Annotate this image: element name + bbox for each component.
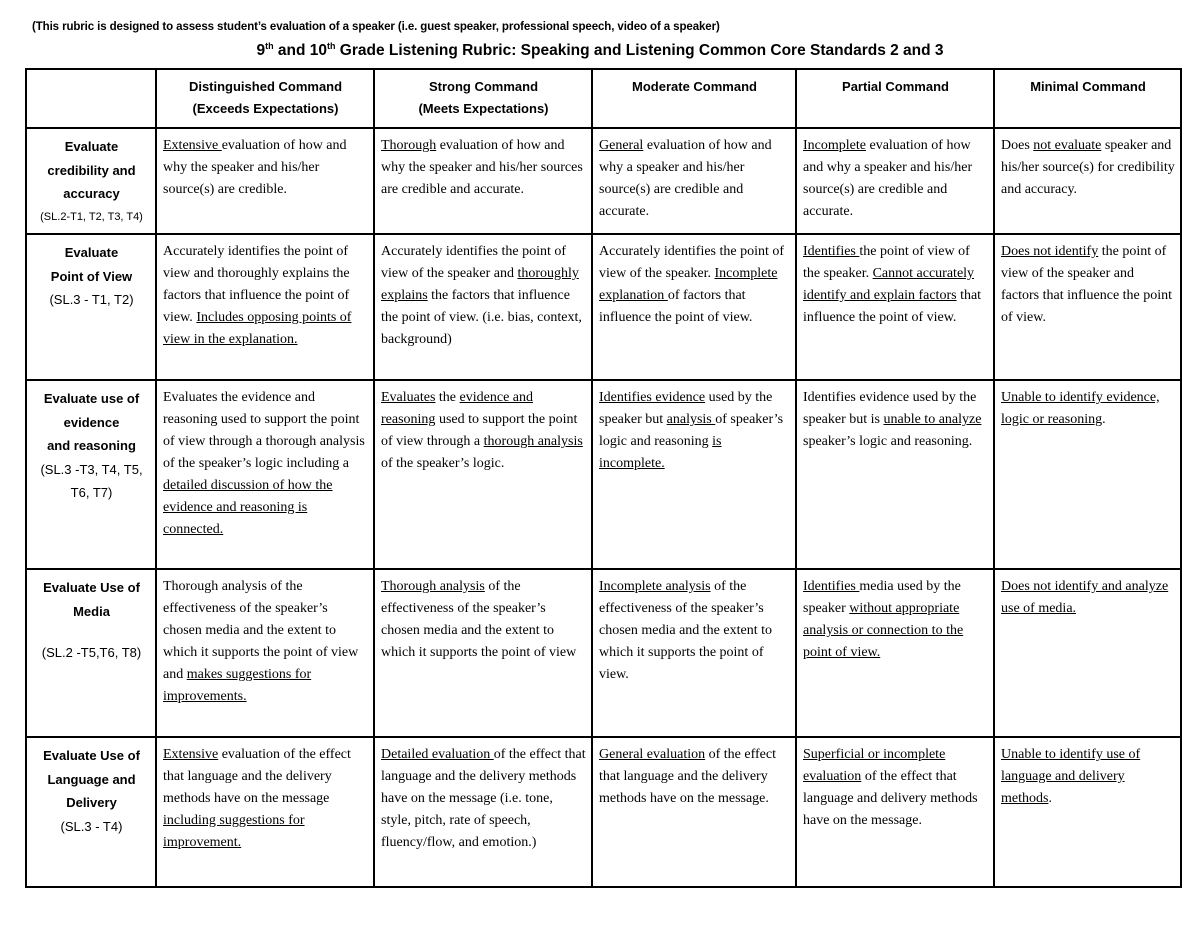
descriptor-text: evaluation of how and why the speaker and his/her sources are credible and accurate.: [381, 138, 583, 197]
criterion-label-media: [26, 569, 156, 737]
descriptor-text: .: [1102, 412, 1106, 427]
descriptor-text: Evaluates the evidence and reasoning used to support the point of view through a thorough analysis of the speaker’s logic including a: [163, 390, 365, 471]
corner-cell: [26, 69, 156, 128]
criterion-label-line: Delivery: [66, 795, 117, 810]
descriptor-text: Thorough analysis of the effectiveness of the speaker’s chosen media and the extent to which it supports the point of view and: [163, 579, 359, 682]
emphasized-text: Incomplete explanation: [599, 266, 778, 303]
descriptor-text: evaluation of how and why a speaker and his/her source(s) are credible and accurate.: [599, 138, 772, 219]
descriptor-evidence-reasoning-minimal: [994, 380, 1181, 569]
header-row: [26, 69, 1181, 128]
rubric-row-evidence-reasoning: [26, 380, 1181, 569]
rubric-row-language-delivery: [26, 737, 1181, 887]
descriptor-language-delivery-minimal: [994, 737, 1181, 887]
descriptor-media-minimal: [994, 569, 1181, 737]
emphasized-text: makes suggestions for improvements.: [163, 667, 312, 704]
descriptor-text: the factors that influence the point of view. (i.e. bias, context, background): [381, 288, 582, 347]
criterion-label-line: Point of View: [50, 268, 133, 284]
emphasized-text: Does not identify and analyze use of media.: [1001, 579, 1169, 616]
emphasized-text: Evaluates: [381, 390, 436, 405]
descriptor-text: evaluation of the effect that language and the delivery methods have on the message: [163, 747, 351, 806]
descriptor-text: speaker and his/her source(s) for credibility and accuracy.: [1001, 138, 1175, 197]
emphasized-text: including suggestions for: [163, 813, 305, 828]
criterion-label-line: Evaluate: [64, 139, 119, 154]
column-header-minimal: Minimal Command: [994, 69, 1181, 128]
emphasized-text: evidence and reasoning: [381, 390, 533, 427]
descriptor-media-partial: [796, 569, 994, 737]
descriptor-credibility-accuracy-partial: [796, 128, 994, 234]
descriptor-text: used by the speaker but: [599, 390, 773, 427]
emphasized-text: Unable to identify evidence, logic or reasoning: [1001, 390, 1160, 427]
descriptor-text: of the effectiveness of the speaker’s chosen media and the extent to which it supports the point of view.: [599, 579, 772, 682]
descriptor-evidence-reasoning-moderate: [592, 380, 796, 569]
emphasized-text: is incomplete.: [599, 434, 722, 471]
descriptor-media-strong: [374, 569, 592, 737]
title-grade-10: and 10: [273, 42, 327, 60]
column-header-distinguished: Distinguished Command (Exceeds Expectations): [156, 69, 374, 128]
descriptor-media-distinguished: [156, 569, 374, 737]
emphasized-text: General evaluation: [599, 747, 706, 762]
emphasized-text: Incomplete analysis: [599, 579, 711, 594]
emphasized-text: improvement.: [163, 835, 242, 850]
emphasized-text: Thorough: [381, 138, 437, 153]
emphasized-text: Incomplete: [803, 138, 866, 153]
emphasized-text: Extensive: [163, 138, 222, 153]
descriptor-point-of-view-moderate: [592, 234, 796, 380]
listening-rubric-table: [25, 68, 1182, 888]
emphasized-text: Cannot accurately identify and explain factors: [803, 266, 975, 303]
descriptor-text: of the speaker’s logic.: [381, 456, 505, 471]
rubric-row-media: [26, 569, 1181, 737]
descriptor-point-of-view-partial: [796, 234, 994, 380]
rubric-description-note: (This rubric is designed to assess student’s evaluation of a speaker (i.e. guest speaker, professional speech, video of a speaker): [32, 21, 720, 33]
descriptor-point-of-view-minimal: [994, 234, 1181, 380]
descriptor-text: speaker’s logic and reasoning.: [803, 434, 973, 449]
emphasized-text: without appropriate analysis or connection to the point of view.: [803, 601, 964, 660]
criterion-label-line: Evaluate Use of: [43, 748, 140, 763]
emphasized-text: unable to analyze: [883, 412, 982, 427]
criterion-label-point-of-view: [26, 234, 156, 380]
title-rest: Grade Listening Rubric: Speaking and Listening Common Core Standards 2 and 3: [335, 42, 944, 60]
criterion-label-line: Evaluate Use of: [43, 580, 140, 595]
criterion-label-line: Language and: [47, 771, 136, 787]
criterion-standard: (SL.2 -T5,T6, T8): [41, 645, 142, 660]
criterion-standard: (SL.3 - T4): [60, 818, 123, 834]
descriptor-text: media used by the speaker: [803, 579, 961, 616]
descriptor-text: of the effect that language and the delivery methods have on the message.: [599, 747, 776, 806]
criterion-label-line: Media: [73, 603, 110, 619]
title-sup-th-2: th: [327, 41, 336, 51]
descriptor-evidence-reasoning-distinguished: [156, 380, 374, 569]
page-title: [0, 41, 1200, 60]
emphasized-text: not evaluate: [1033, 138, 1102, 153]
emphasized-text: thorough analysis: [483, 434, 583, 449]
criterion-label-language-delivery: [26, 737, 156, 887]
descriptor-text: of factors that influence the point of view.: [599, 288, 753, 325]
descriptor-text: the point of view of the speaker.: [803, 244, 970, 281]
emphasized-text: Detailed evaluation: [381, 747, 494, 762]
descriptor-text: evaluation of how and why the speaker and his/her source(s) are credible.: [163, 138, 347, 197]
descriptor-language-delivery-strong: [374, 737, 592, 887]
emphasized-text: Includes opposing points of view in the explanation.: [163, 310, 352, 347]
criterion-label-line: accuracy: [63, 186, 120, 201]
emphasized-text: Extensive: [163, 747, 219, 762]
criterion-label-credibility-accuracy: [26, 128, 156, 234]
descriptor-language-delivery-moderate: [592, 737, 796, 887]
descriptor-text: used to support the point of view through a: [381, 412, 578, 449]
descriptor-text: of speaker’s logic and reasoning: [599, 412, 784, 449]
emphasized-text: Unable to identify use of language and delivery methods: [1001, 747, 1141, 806]
descriptor-text: Identifies evidence used by the speaker but is: [803, 390, 977, 427]
emphasized-text: detailed discussion of how the evidence and reasoning is connected.: [163, 478, 333, 537]
column-header-moderate: Moderate Command: [592, 69, 796, 128]
criterion-label-line: Evaluate: [64, 245, 119, 260]
emphasized-text: Thorough analysis: [381, 579, 485, 594]
criterion-label-evidence-reasoning: [26, 380, 156, 569]
emphasized-text: Identifies evidence: [599, 390, 706, 405]
column-header-strong: Strong Command (Meets Expectations): [374, 69, 592, 128]
criterion-standard: (SL.3 -T3, T4, T5, T6, T7): [40, 461, 143, 500]
descriptor-credibility-accuracy-moderate: [592, 128, 796, 234]
rubric-row-credibility-accuracy: [26, 128, 1181, 234]
criterion-label-line: evidence: [63, 414, 120, 430]
descriptor-text: the: [435, 390, 460, 405]
descriptor-text: Accurately identifies the point of view of the speaker and: [381, 244, 567, 281]
spacer: [33, 623, 150, 641]
criterion-standard: (SL.3 - T1, T2): [49, 292, 134, 307]
descriptor-evidence-reasoning-strong: [374, 380, 592, 569]
descriptor-text: the point of view of the speaker and factors that influence the point of view.: [1001, 244, 1173, 325]
emphasized-text: Identifies: [803, 579, 860, 594]
descriptor-text: Accurately identifies the point of view of the speaker.: [599, 244, 785, 281]
criterion-standard: (SL.2-T1, T2, T3, T4): [40, 210, 143, 223]
descriptor-text: Accurately identifies the point of view and thoroughly explains the factors that influence the point of view.: [163, 244, 350, 325]
descriptor-text: of the effect that language and delivery methods have on the message.: [803, 769, 978, 828]
emphasized-text: analysis: [666, 412, 716, 427]
title-sup-th-1: th: [265, 41, 274, 51]
descriptor-language-delivery-partial: [796, 737, 994, 887]
emphasized-text: thoroughly explains: [381, 266, 579, 303]
rubric-row-point-of-view: [26, 234, 1181, 380]
criterion-label-line: Evaluate use of: [43, 391, 140, 406]
descriptor-text: Does: [1001, 138, 1034, 153]
emphasized-text: Identifies: [803, 244, 860, 259]
descriptor-credibility-accuracy-minimal: [994, 128, 1181, 234]
descriptor-text: .: [1048, 791, 1052, 806]
descriptor-text: of the effect that language and the delivery methods have on the message (i.e. tone, style, pitch, rate of speech, fluency/flow, and emotion.): [381, 747, 586, 850]
descriptor-media-moderate: [592, 569, 796, 737]
descriptor-point-of-view-distinguished: [156, 234, 374, 380]
criterion-label-line: and reasoning: [47, 438, 136, 453]
emphasized-text: General: [599, 138, 644, 153]
descriptor-credibility-accuracy-distinguished: [156, 128, 374, 234]
rubric-body: [26, 128, 1181, 887]
criterion-label-line: credibility and: [47, 162, 136, 178]
descriptor-point-of-view-strong: [374, 234, 592, 380]
emphasized-text: Superficial or incomplete evaluation: [803, 747, 946, 784]
column-header-partial: Partial Command: [796, 69, 994, 128]
descriptor-text: of the effectiveness of the speaker’s chosen media and the extent to which it supports the point of view: [381, 579, 577, 660]
descriptor-text: evaluation of how and why a speaker and his/her source(s) are credible and accurate.: [803, 138, 973, 219]
descriptor-language-delivery-distinguished: [156, 737, 374, 887]
title-grade-9: 9: [256, 42, 266, 60]
emphasized-text: Does not identify: [1001, 244, 1099, 259]
descriptor-text: that influence the point of view.: [803, 288, 982, 325]
descriptor-evidence-reasoning-partial: [796, 380, 994, 569]
descriptor-credibility-accuracy-strong: [374, 128, 592, 234]
